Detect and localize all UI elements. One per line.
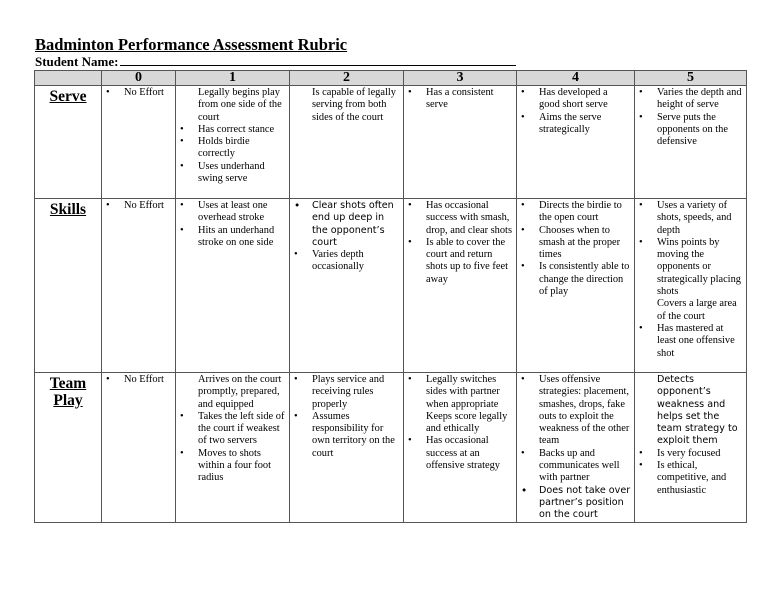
category-cell [35, 86, 102, 199]
criteria-item: • Uses at least one overhead stroke [176, 200, 286, 225]
criteria-item: • Backs up and communicates well with partner [517, 448, 631, 485]
criteria-list [176, 199, 289, 249]
criteria-item: • Is able to cover the court and return shots up to five feet away [404, 237, 513, 286]
rubric-table [34, 70, 747, 523]
criteria-item: Detects opponent’s weakness and helps set the team strategy to exploit them [657, 374, 738, 447]
criteria-item: • Is ethical, competitive, and enthusiastic [635, 460, 743, 497]
criteria-cell [635, 86, 747, 199]
criteria-item: • Clear shots often end up deep in the opponent’s court [290, 200, 400, 249]
criteria-list [290, 199, 403, 274]
header-cell: 1 [176, 71, 290, 86]
criteria-list [102, 86, 175, 99]
rubric-row [35, 86, 747, 199]
student-name-blank[interactable] [120, 54, 516, 66]
criteria-item: • Is consistently able to change the direction of play [517, 261, 631, 298]
header-cell: 0 [102, 71, 176, 86]
header-cell: 3 [404, 71, 517, 86]
criteria-item: • No Effort [102, 200, 172, 212]
criteria-list [176, 86, 289, 185]
criteria-item: • Serve puts the opponents on the defensive [635, 112, 743, 149]
criteria-item: • Wins points by moving the opponents or strategically placing shots [635, 237, 743, 298]
criteria-item: • Assumes responsibility for own territory on the court [290, 411, 400, 460]
criteria-item: • No Effort [102, 374, 172, 386]
criteria-list [290, 86, 403, 124]
criteria-item: • Chooses when to smash at the proper times [517, 225, 631, 262]
criteria-list [635, 373, 746, 497]
criteria-cell [290, 373, 404, 523]
category-label: Skills [49, 201, 87, 218]
criteria-item: • Takes the left side of the court if weakest of two servers [176, 411, 286, 448]
header-cell: 2 [290, 71, 404, 86]
criteria-cell [635, 199, 747, 373]
criteria-list [176, 373, 289, 485]
criteria-item: Keeps score legally and ethically [426, 410, 508, 435]
header-cell: 4 [517, 71, 635, 86]
criteria-list [517, 199, 634, 298]
category-cell [35, 373, 102, 523]
criteria-item: • No Effort [102, 87, 172, 99]
criteria-item: • Uses a variety of shots, speeds, and depth [635, 200, 743, 237]
criteria-item: Arrives on the court promptly, prepared, and equipped [198, 374, 282, 410]
criteria-item: • Directs the birdie to the open court [517, 200, 631, 225]
criteria-item: • Does not take over partner’s position on the court [517, 485, 631, 522]
criteria-list [404, 373, 516, 472]
criteria-list [404, 86, 516, 112]
criteria-item: Is capable of legally serving from both sides of the court [312, 87, 396, 123]
criteria-list [517, 373, 634, 522]
criteria-cell [517, 86, 635, 199]
criteria-item: • Hits an underhand stroke on one side [176, 225, 286, 250]
criteria-cell [176, 199, 290, 373]
criteria-item: • Uses offensive strategies: placement, smashes, drops, fake outs to exploit the weakness of the other team [517, 374, 631, 448]
criteria-list [290, 373, 403, 460]
header-row [35, 71, 747, 86]
criteria-cell [404, 86, 517, 199]
criteria-item: • Has a consistent serve [404, 87, 513, 112]
criteria-item: • Holds birdie correctly [176, 136, 286, 161]
criteria-item: • Is very focused [635, 448, 743, 460]
criteria-item: • Has developed a good short serve [517, 87, 631, 112]
rubric-row [35, 373, 747, 523]
criteria-item: • Has occasional success at an offensive strategy [404, 435, 513, 472]
criteria-list [635, 86, 746, 148]
criteria-cell [517, 199, 635, 373]
criteria-list [635, 199, 746, 360]
criteria-cell [102, 199, 176, 373]
criteria-cell [176, 373, 290, 523]
criteria-item: • Has occasional success with smash, drop, and clear shots [404, 200, 513, 237]
criteria-item: Covers a large area of the court [657, 298, 737, 322]
criteria-item: • Has mastered at least one offensive shot [635, 323, 743, 360]
criteria-item: Legally begins play from one side of the court [198, 87, 282, 123]
category-cell [35, 199, 102, 373]
criteria-cell [102, 373, 176, 523]
criteria-cell [102, 86, 176, 199]
header-cell [35, 71, 102, 86]
criteria-cell [635, 373, 747, 523]
header-cell: 5 [635, 71, 747, 86]
criteria-cell [290, 199, 404, 373]
criteria-list [102, 373, 175, 386]
criteria-cell [404, 199, 517, 373]
criteria-item: • Aims the serve strategically [517, 112, 631, 137]
criteria-cell [517, 373, 635, 523]
criteria-item: • Uses underhand swing serve [176, 161, 286, 186]
rubric-row [35, 199, 747, 373]
criteria-cell [404, 373, 517, 523]
criteria-cell [290, 86, 404, 199]
category-label: Serve [49, 88, 87, 105]
student-name-field [35, 54, 516, 70]
criteria-item: • Moves to shots within a four foot radius [176, 448, 286, 485]
criteria-item: • Has correct stance [176, 124, 286, 136]
category-label: Team Play [49, 375, 87, 409]
criteria-list [102, 199, 175, 212]
criteria-item: • Varies the depth and height of serve [635, 87, 743, 112]
rubric-title: Badminton Performance Assessment Rubric [35, 35, 348, 54]
criteria-item: • Varies depth occasionally [290, 249, 400, 274]
criteria-item: • Plays service and receiving rules properly [290, 374, 400, 411]
student-name-label: Student Name: [35, 54, 119, 69]
criteria-list [517, 86, 634, 136]
criteria-cell [176, 86, 290, 199]
criteria-list [404, 199, 516, 286]
criteria-item: • Legally switches sides with partner when appropriate [404, 374, 513, 411]
